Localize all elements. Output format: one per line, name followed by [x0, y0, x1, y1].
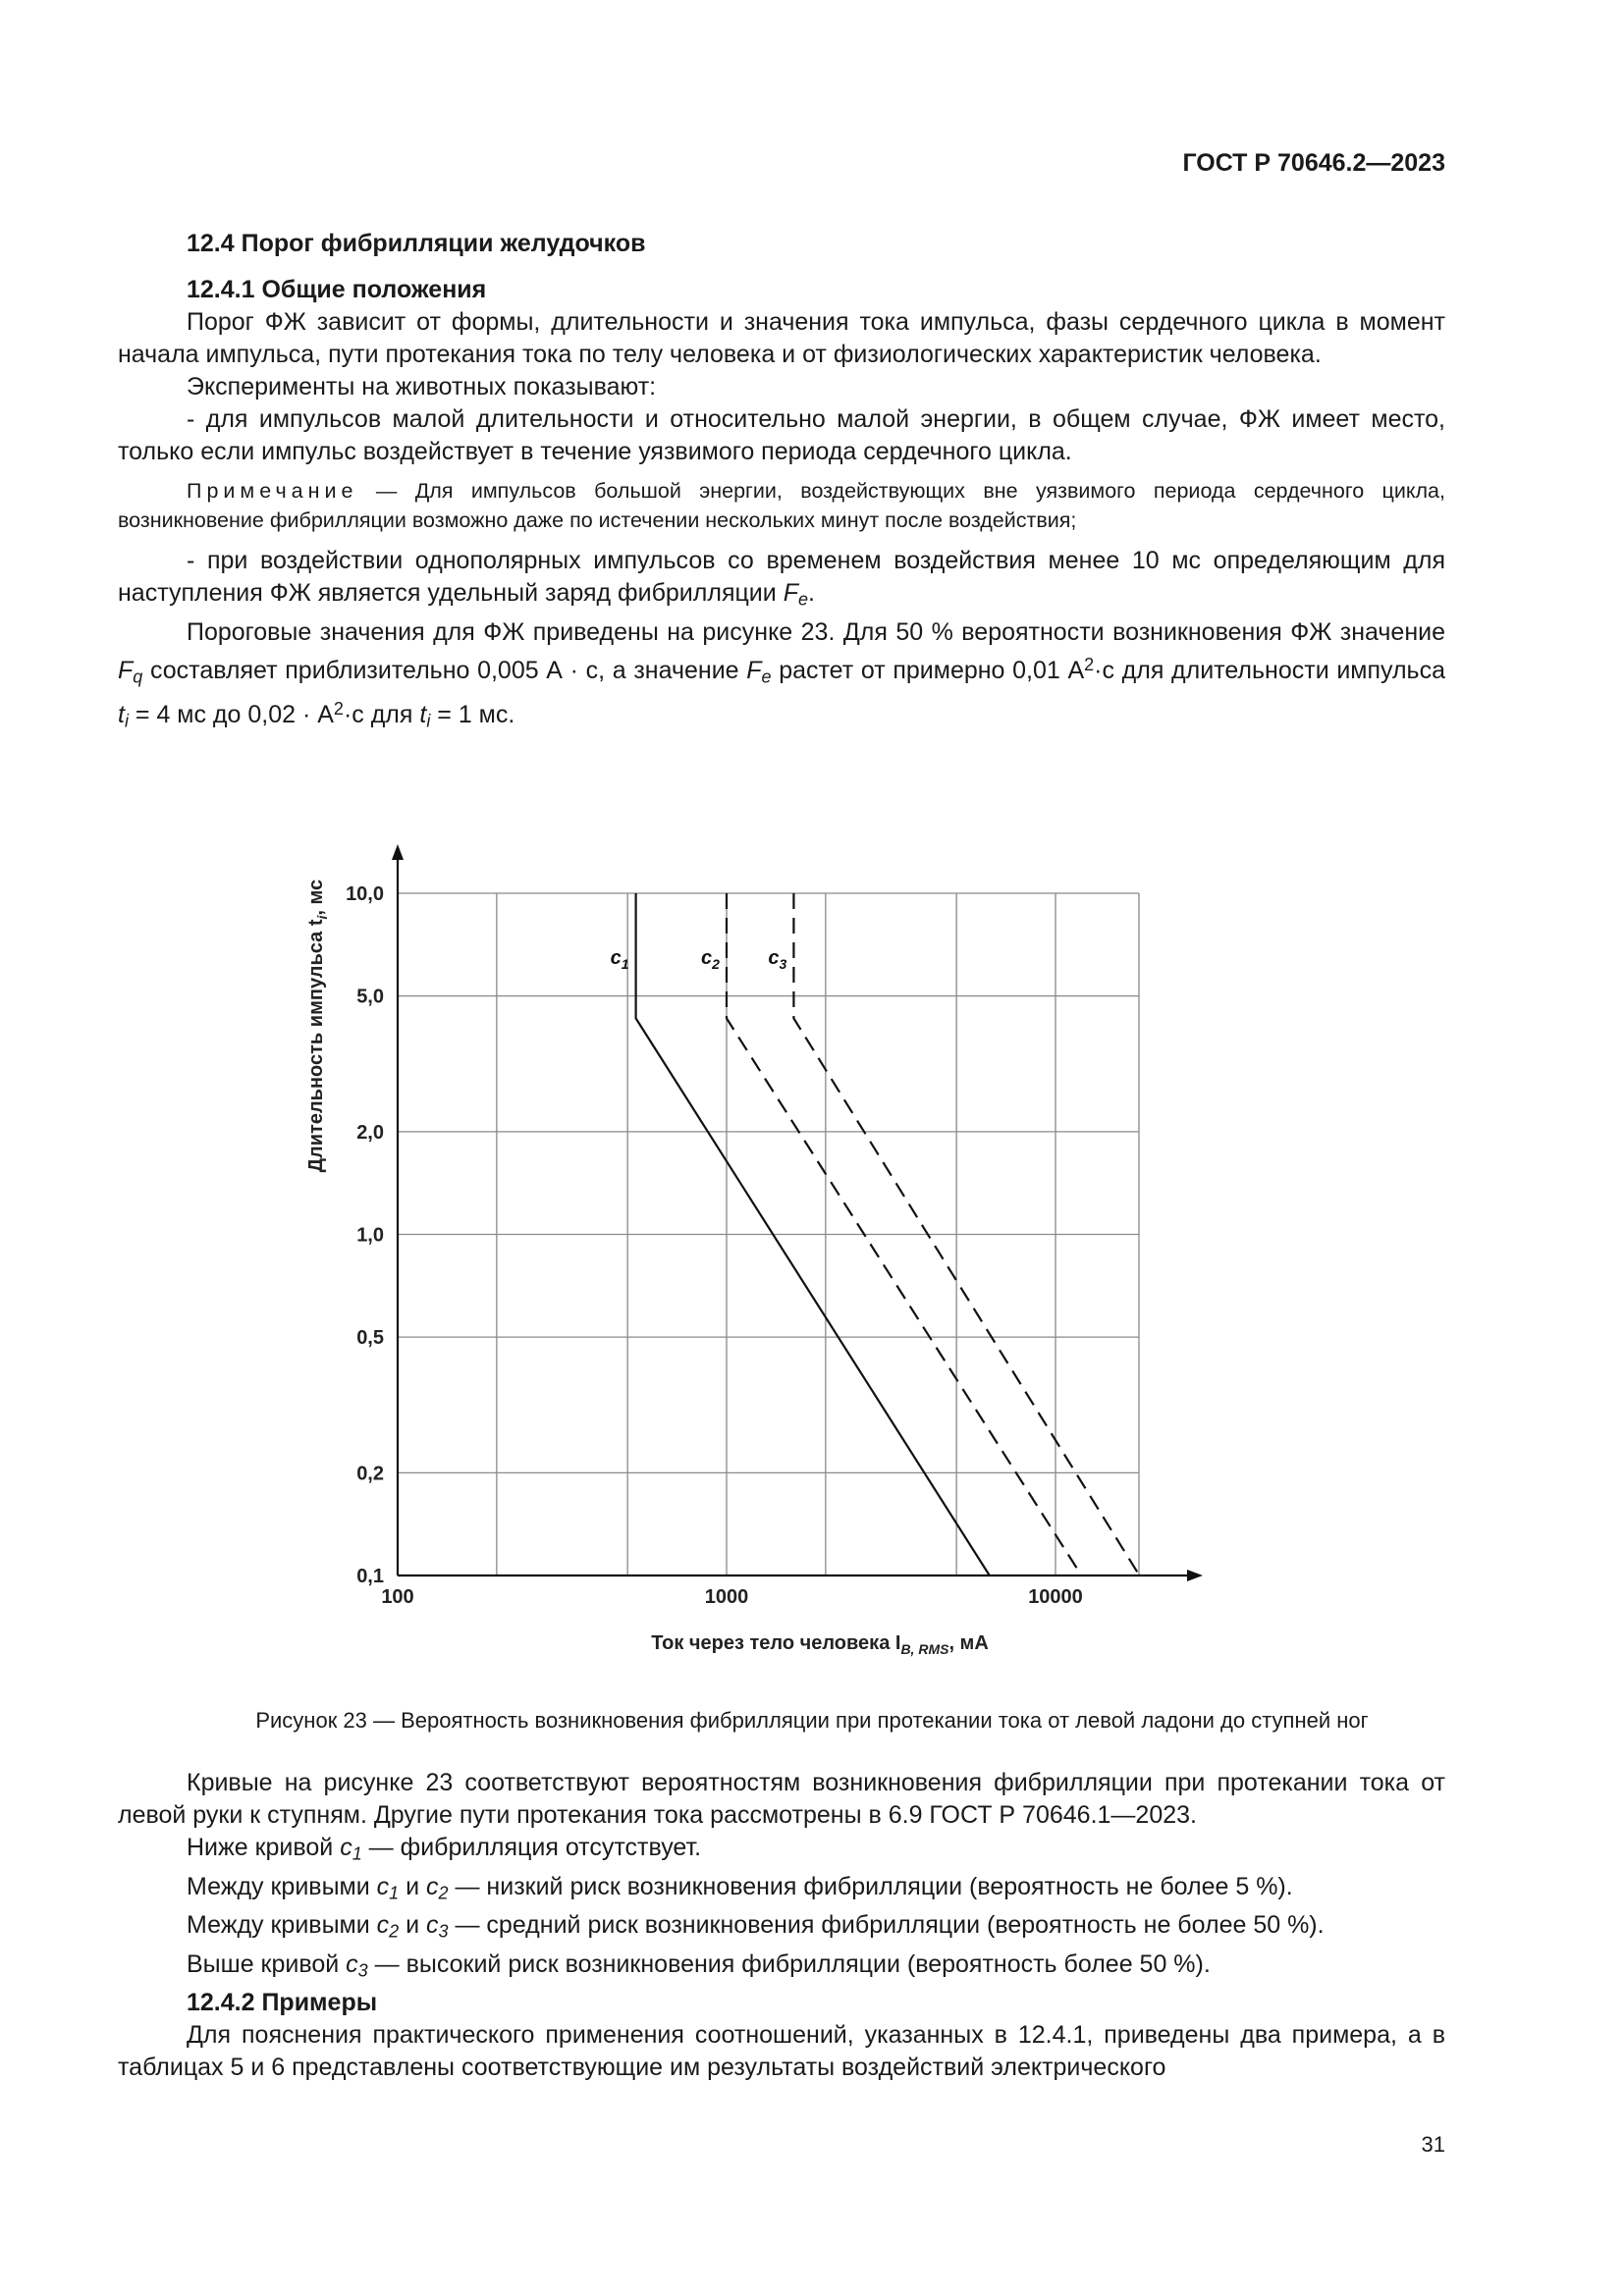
y-tick-label: 1,0	[356, 1224, 384, 1247]
series-label-subscript: 1	[621, 956, 629, 973]
section-heading-12-4-1: 12.4.1 Общие положения	[187, 276, 487, 303]
paragraph	[118, 1949, 1445, 1988]
y-axis-title-unit: , мс	[305, 879, 327, 916]
subscript: 1	[352, 1843, 362, 1864]
text-run: — высокий риск возникновения фибрилляции (вероятность более 50 %).	[367, 1949, 1211, 1978]
paragraph: - для импульсов малой длительности и относительно малой энергии, в общем случае, ФЖ имеет место, только если импульс воздействует в течение уязвимого периода сердечного цикла.	[118, 405, 1445, 465]
x-axis-title-text: Ток через тело человека I	[651, 1632, 901, 1654]
series-label-c1	[611, 947, 629, 972]
x-axis-title-unit: , мА	[948, 1632, 989, 1654]
y-tick-label: 5,0	[356, 986, 384, 1008]
variable: F	[783, 579, 798, 607]
lower-text-block	[118, 1767, 1445, 2084]
fibrillation-chart	[285, 815, 1247, 1669]
variable: t	[419, 701, 427, 729]
x-axis-arrow	[1187, 1570, 1203, 1581]
subscript: 1	[389, 1883, 400, 1902]
page-number: 31	[1421, 2132, 1445, 2157]
text-run: Пороговые значения для ФЖ приведены на рисунке 23. Для 50 % вероятности возникновения ФЖ значение	[187, 617, 1445, 646]
text-run: = 4 мс до 0,02 · А	[128, 701, 334, 729]
variable: F	[746, 656, 762, 684]
subscript: 2	[438, 1883, 449, 1902]
series-label-c3	[768, 947, 786, 972]
subscript: i	[124, 711, 129, 731]
text-run: — средний риск возникновения фибрилляции (вероятность не более 50 %).	[448, 1911, 1325, 1939]
text-run: Ниже кривой	[187, 1834, 341, 1861]
paragraph: Эксперименты на животных показывают:	[187, 373, 657, 400]
text-run: — низкий риск возникновения фибрилляции (вероятность не более 5 %).	[448, 1872, 1293, 1900]
text-run: — фибрилляция отсутствует.	[361, 1834, 702, 1861]
series-label-letter: c	[610, 947, 622, 970]
x-axis-title	[651, 1632, 989, 1657]
superscript: 2	[1084, 654, 1095, 674]
subscript: q	[133, 667, 143, 687]
note-text: — Для импульсов большой энергии, воздействующих вне уязвимого периода сердечного цикла, возникновение фибрилляции возможно даже по истечении нескольких минут после воздействия;	[118, 479, 1445, 532]
paragraph: Кривые на рисунке 23 соответствуют вероятностям возникновения фибрилляции при протекании тока от левой руки к ступням. Другие пути протекания тока рассмотрены в 6.9 ГОСТ Р 70646.1—2023.	[118, 1769, 1445, 1829]
x-tick-label: 100	[381, 1586, 414, 1608]
figure-caption: Рисунок 23 — Вероятность возникновения фибрилляции при протекании тока от левой ладони до ступней ног	[255, 1708, 1369, 1733]
variable: c	[346, 1949, 358, 1978]
y-axis-title-text: Длительность импульса t	[305, 919, 327, 1173]
variable: t	[118, 701, 125, 729]
text-run: и	[399, 1911, 427, 1939]
text-run: и	[399, 1872, 427, 1900]
text-run: ·с для	[343, 701, 420, 729]
variable: F	[118, 656, 134, 684]
paragraph	[118, 545, 1445, 616]
variable: c	[376, 1872, 390, 1900]
y-axis-title	[305, 880, 330, 1172]
variable: c	[376, 1911, 390, 1939]
text-run: ·с для длительности импульса	[1094, 656, 1445, 684]
text-run: - при воздействии однополярных импульсов со временем воздействия менее 10 мс определяющим для наступления ФЖ является удельный заряд фибрилляции	[118, 547, 1445, 607]
y-tick-label: 2,0	[356, 1121, 384, 1144]
text-run: = 1 мс.	[430, 701, 515, 729]
text-run: Между кривыми	[187, 1911, 377, 1939]
subscript: 2	[389, 1921, 400, 1942]
variable: c	[340, 1834, 352, 1861]
paragraph	[118, 1909, 1445, 1949]
y-tick-label: 0,5	[356, 1327, 384, 1350]
y-tick-label: 0,2	[356, 1463, 384, 1485]
subscript: 3	[438, 1921, 449, 1942]
text-run: Между кривыми	[187, 1872, 377, 1900]
paragraph: Для пояснения практического применения соотношений, указанных в 12.4.1, приведены два примера, а в таблицах 5 и 6 представлены соответствующие им результаты воздействий электрического	[118, 2021, 1445, 2081]
section-heading-12-4-2: 12.4.2 Примеры	[187, 1989, 378, 2016]
x-axis-title-subscript: B, RMS	[900, 1641, 949, 1657]
y-tick-label: 10,0	[346, 883, 384, 905]
x-tick-label: 10000	[1028, 1586, 1083, 1608]
series-label-letter: c	[768, 947, 780, 970]
subscript: e	[761, 667, 772, 687]
y-tick-label: 0,1	[356, 1566, 384, 1587]
variable: c	[426, 1911, 439, 1939]
series-label-subscript: 3	[779, 956, 787, 973]
series-label-c2	[701, 947, 720, 972]
y-axis-arrow	[392, 844, 404, 860]
x-tick-label: 1000	[704, 1586, 749, 1608]
paragraph	[118, 616, 1445, 738]
paragraph	[118, 1871, 1445, 1910]
document-id: ГОСТ Р 70646.2—2023	[1182, 149, 1445, 177]
y-axis-title-subscript: i	[314, 915, 330, 920]
text-run: Выше кривой	[187, 1949, 347, 1978]
text-run: составляет приблизительно 0,005 А · с, а значение	[142, 656, 747, 684]
note-label: Примечание	[187, 479, 358, 503]
subscript: 3	[357, 1960, 368, 1980]
upper-text-block	[118, 228, 1445, 738]
text-run: растет от примерно 0,01 А	[771, 656, 1085, 684]
section-heading-12-4: 12.4 Порог фибрилляции желудочков	[187, 230, 646, 257]
text-run: .	[807, 579, 815, 607]
variable: c	[426, 1872, 439, 1900]
subscript: i	[426, 711, 431, 731]
series-label-subscript: 2	[712, 956, 720, 973]
subscript: e	[797, 589, 808, 610]
paragraph	[118, 1832, 1445, 1871]
paragraph: Порог ФЖ зависит от формы, длительности и значения тока импульса, фазы сердечного цикла в момент начала импульса, пути протекания тока по телу человека и от физиологических характеристик человека.	[118, 308, 1445, 368]
series-label-letter: c	[701, 947, 713, 970]
note	[118, 476, 1445, 535]
superscript: 2	[333, 699, 344, 720]
